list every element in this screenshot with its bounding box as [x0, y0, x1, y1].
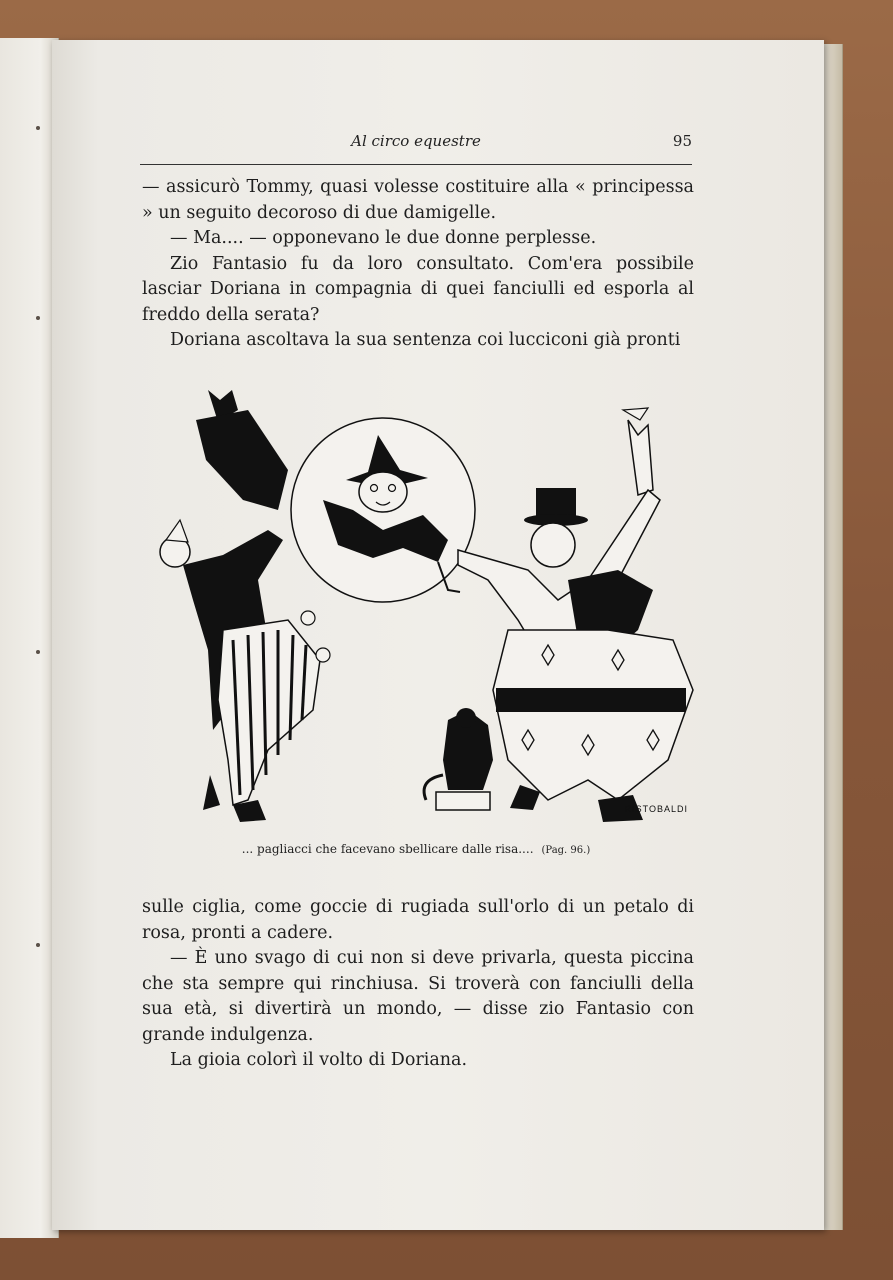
artist-signature: RISTOBALDI	[624, 804, 688, 814]
jumping-clown-face	[359, 472, 407, 512]
monkey-pedestal	[436, 792, 490, 810]
paragraph: Doriana ascoltava la sua sentenza coi lucciconi già pronti	[170, 330, 681, 350]
binding-hole	[36, 650, 40, 654]
right-clown-face	[531, 523, 575, 567]
text-block-bottom	[142, 895, 694, 1074]
paragraph: Zio Fantasio fu da loro consultato. Com'era possibile lasciar Doriana in compagnia di quei fanciulli ed esporla al freddo della serata?	[142, 253, 694, 325]
paragraph: — Ma.... — opponevano le due donne perplesse.	[170, 228, 597, 248]
upside-down-legs	[196, 410, 288, 510]
running-head	[140, 130, 692, 165]
caption-page-reference: (Pag. 96.)	[541, 845, 591, 856]
binding-hole	[36, 316, 40, 320]
trouser-band	[496, 688, 686, 712]
illustration-caption	[140, 842, 692, 856]
binding-hole	[36, 943, 40, 947]
paragraph: — assicurò Tommy, quasi volesse costituire alla « principessa » un seguito decoroso di due damigelle.	[142, 177, 694, 223]
circus-clowns-illustration	[148, 380, 698, 835]
paragraph: sulle ciglia, come goccie di rugiada sull'orlo di un petalo di rosa, pronti a cadere.	[142, 897, 694, 943]
running-title: Al circo equestre	[351, 132, 481, 150]
right-clown-shoe	[510, 785, 540, 810]
caption-text: ... pagliacci che facevano sbellicare dalle risa....	[241, 842, 534, 856]
baton-icon	[623, 408, 648, 420]
page-number: 95	[672, 132, 692, 150]
text-block-top	[142, 175, 694, 354]
paragraph: La gioia colorì il volto di Doriana.	[170, 1050, 468, 1070]
left-page-edge	[0, 38, 59, 1238]
paragraph: — È uno svago di cui non si deve privarla, questa piccina che sta sempre qui rinchiusa. Si troverà con fanciulli della sua età, si divertirà un mondo, — disse zio Fantasio con grande indulgenza.	[142, 948, 694, 1045]
binding-hole	[36, 126, 40, 130]
right-clown-trousers	[493, 630, 693, 800]
left-clown-hat	[166, 520, 188, 542]
